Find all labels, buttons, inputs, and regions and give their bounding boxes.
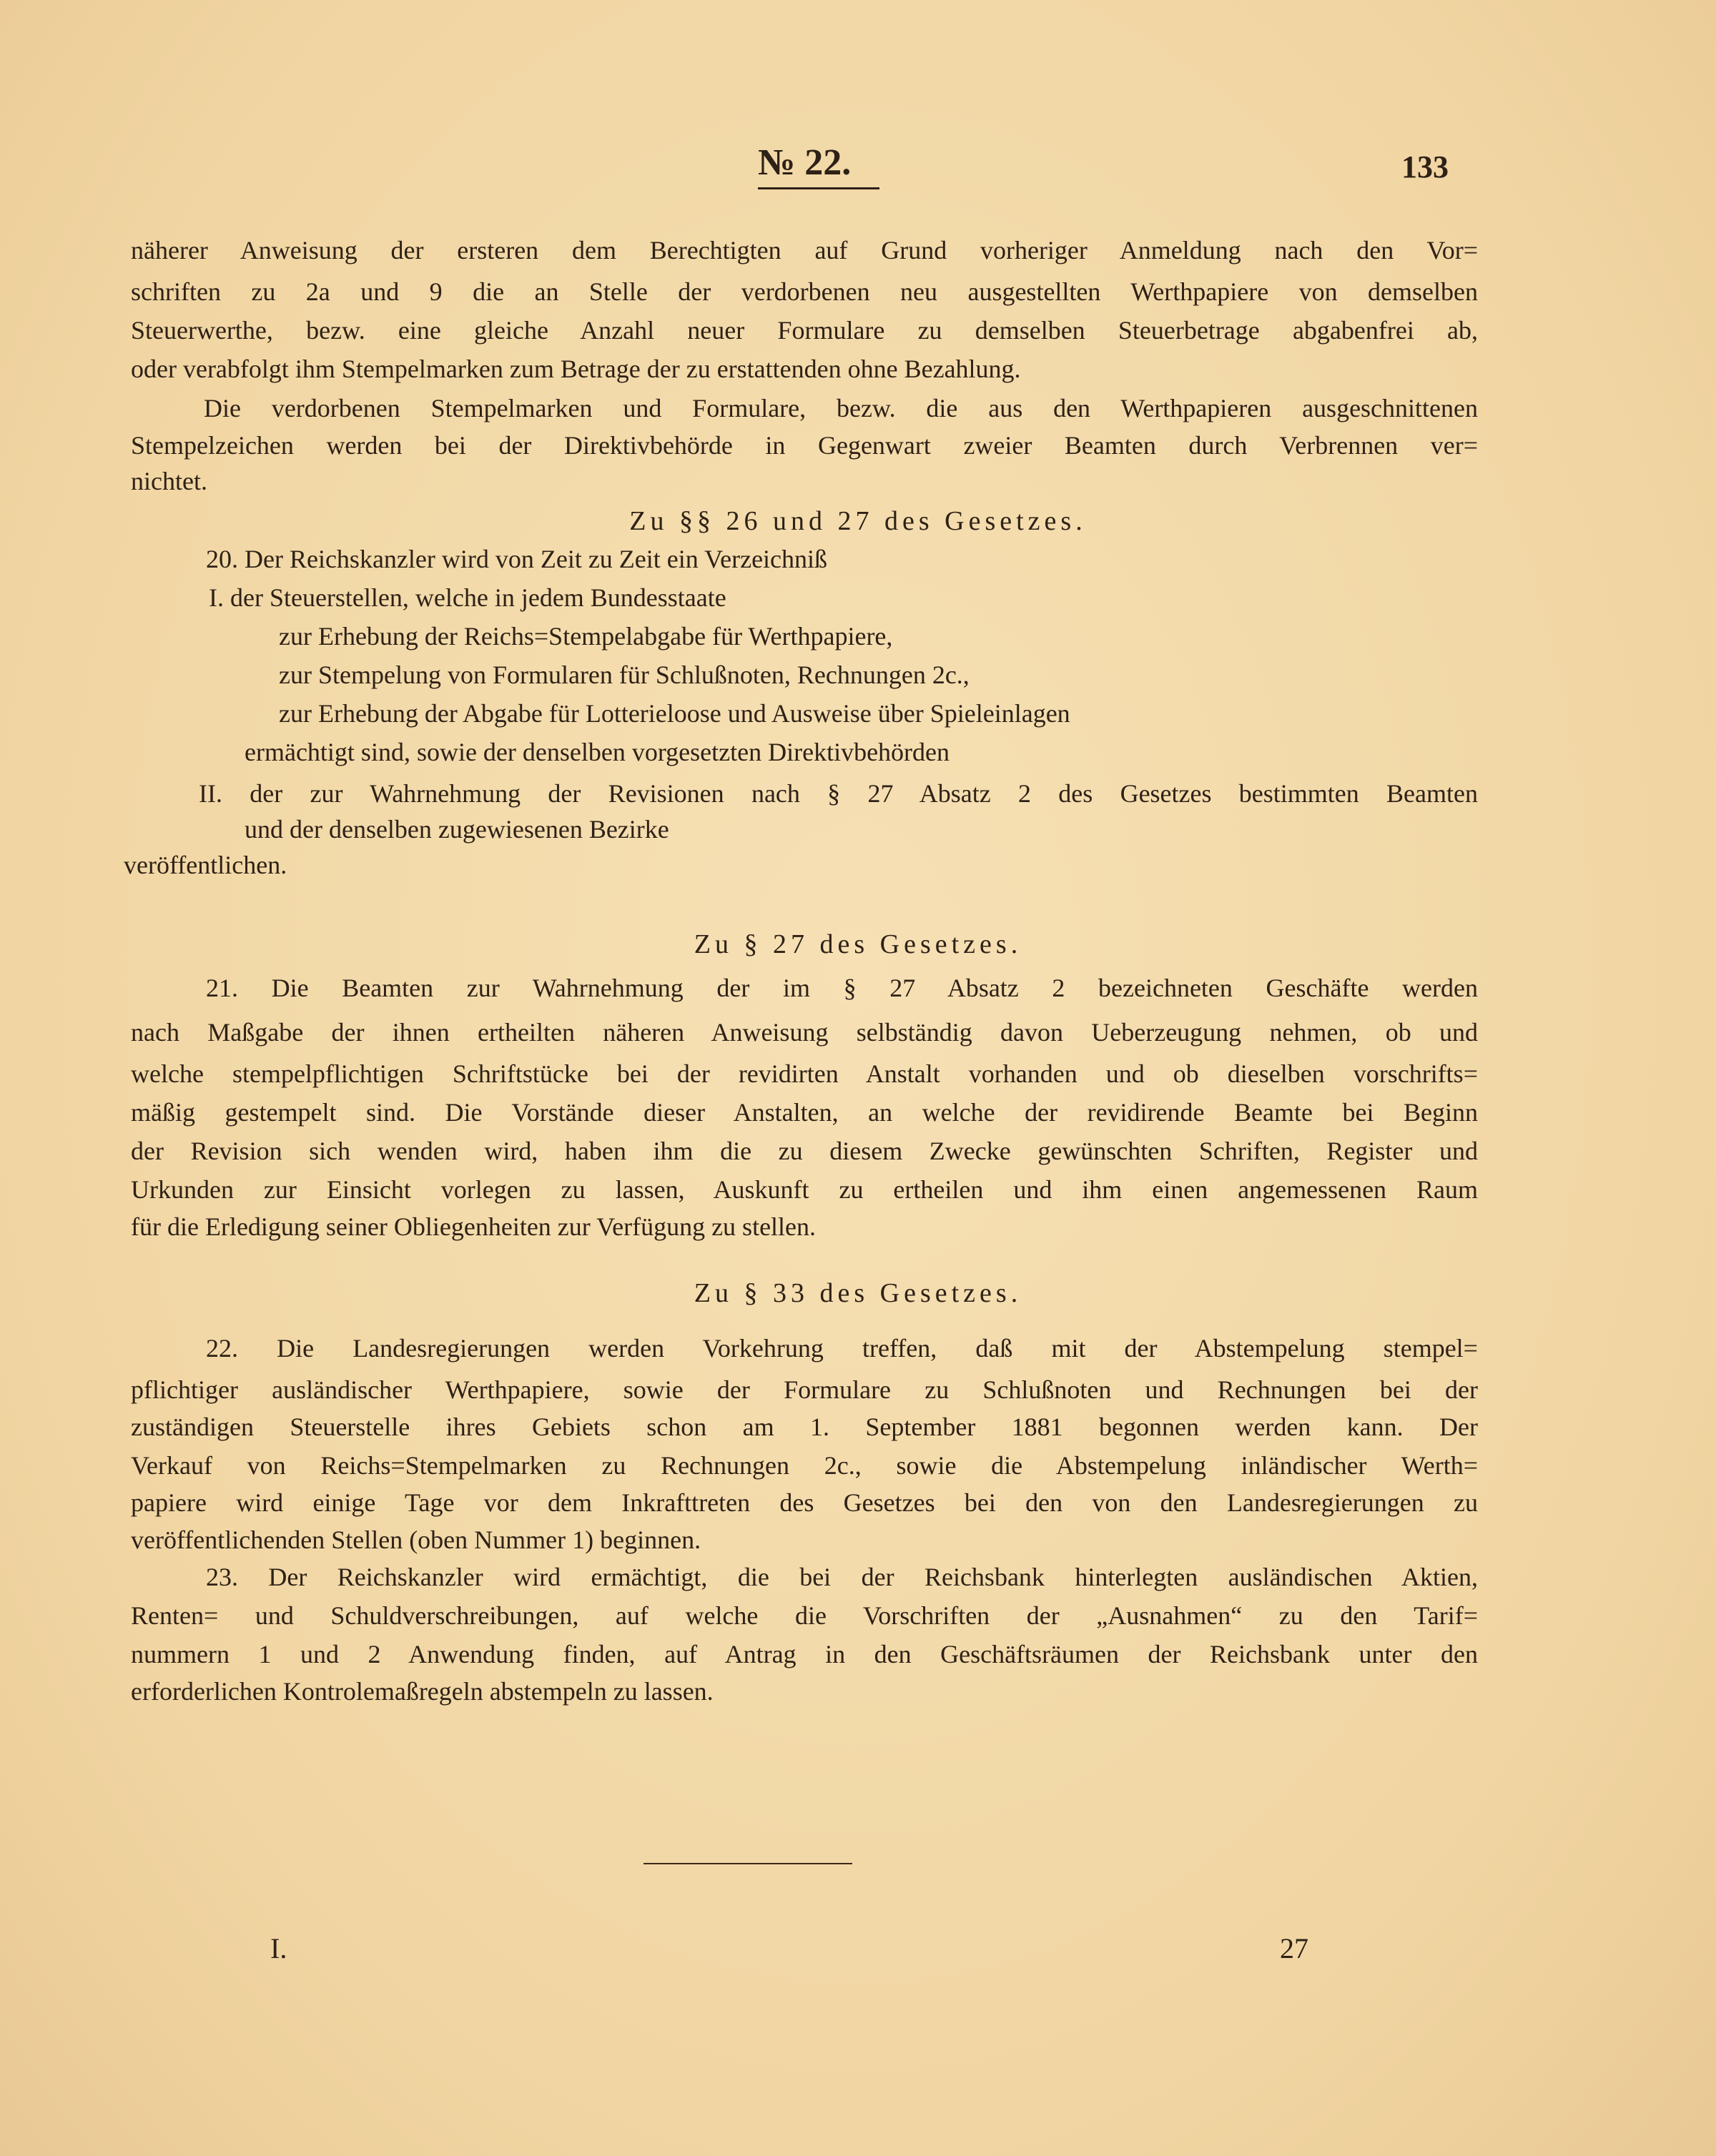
section-heading: Zu § 27 des Gesetzes. [694,929,1022,959]
sheet-number: 27 [1280,1932,1308,1964]
text-line: oder verabfolgt ihm Stempelmarken zum Betrage der zu erstattenden ohne Bezahlung. [131,355,1021,383]
text-line: 22. Die Landesregierungen werden Vorkehrung treffen, daß mit der Abstempelung stempel= [206,1334,1478,1363]
text-line: mäßig gestempelt sind. Die Vorstände dieser Anstalten, an welche der revidirende Beamte bei Beginn [131,1098,1478,1127]
closing-rule [644,1863,852,1864]
text-line: 23. Der Reichskanzler wird ermächtigt, die bei der Reichsbank hinterlegten ausländischen Aktien, [206,1563,1478,1591]
text-line: I. der Steuerstellen, welche in jedem Bundesstaate [209,583,726,612]
text-line: und der denselben zugewiesenen Bezirke [245,815,669,844]
text-line: zur Stempelung von Formularen für Schlußnoten, Rechnungen 2c., [279,661,970,689]
section-heading: Zu § 33 des Gesetzes. [694,1278,1022,1308]
text-line: pflichtiger ausländischer Werthpapiere, sowie der Formulare zu Schlußnoten und Rechnungen bei der [131,1375,1478,1404]
text-line: nichtet. [131,467,207,495]
issue-number: № 22. [758,142,852,183]
text-line: welche stempelpflichtigen Schriftstücke bei der revidirten Anstalt vorhanden und ob dieselben vorschrifts= [131,1059,1478,1088]
issue-number-underline [758,187,879,189]
text-line: näherer Anweisung der ersteren dem Berechtigten auf Grund vorheriger Anmeldung nach den Vor= [131,236,1478,264]
text-line: Steuerwerthe, bezw. eine gleiche Anzahl neuer Formulare zu demselben Steuerbetrage abgabenfrei ab, [131,316,1478,345]
text-line: Renten= und Schuldverschreibungen, auf welche die Vorschriften der „Ausnahmen“ zu den Tarif= [131,1601,1478,1630]
text-line: zur Erhebung der Abgabe für Lotterieloose und Ausweise über Spieleinlagen [279,699,1070,728]
text-line: ermächtigt sind, sowie der denselben vorgesetzten Direktivbehörden [245,738,950,766]
text-line: nummern 1 und 2 Anwendung finden, auf Antrag in den Geschäftsräumen der Reichsbank unter den [131,1640,1478,1668]
text-line: Stempelzeichen werden bei der Direktivbehörde in Gegenwart zweier Beamten durch Verbrennen ver= [131,431,1478,460]
text-line: zur Erhebung der Reichs=Stempelabgabe für Werthpapiere, [279,622,893,651]
text-line: für die Erledigung seiner Obliegenheiten zur Verfügung zu stellen. [131,1212,817,1241]
text-line: der Revision sich wenden wird, haben ihm die zu diesem Zwecke gewünschten Schriften, Register und [131,1137,1478,1165]
text-line: II. der zur Wahrnehmung der Revisionen nach § 27 Absatz 2 des Gesetzes bestimmten Beamten [199,779,1478,808]
section-heading: Zu §§ 26 und 27 des Gesetzes. [629,506,1087,536]
text-line: papiere wird einige Tage vor dem Inkrafttreten des Gesetzes bei den von den Landesregierungen zu [131,1488,1478,1517]
text-line: Verkauf von Reichs=Stempelmarken zu Rechnungen 2c., sowie die Abstempelung inländischer Werth= [131,1451,1478,1480]
text-line: Urkunden zur Einsicht vorlegen zu lassen, Auskunft zu ertheilen und ihm einen angemessenen Raum [131,1175,1478,1204]
text-line: veröffentlichen. [124,851,287,879]
page-number: 133 [1401,149,1449,184]
text-line: nach Maßgabe der ihnen ertheilten näheren Anweisung selbständig davon Ueberzeugung nehmen, ob und [131,1018,1478,1047]
text-line: veröffentlichenden Stellen (oben Nummer 1) beginnen. [131,1525,701,1554]
text-line: schriften zu 2a und 9 die an Stelle der verdorbenen neu ausgestellten Werthpapiere von demselben [131,277,1478,306]
text-line: 20. Der Reichskanzler wird von Zeit zu Zeit ein Verzeichniß [206,545,828,573]
text-line: erforderlichen Kontrolemaßregeln abstempeln zu lassen. [131,1677,714,1706]
signature-mark: I. [270,1932,287,1964]
text-line: Die verdorbenen Stempelmarken und Formulare, bezw. die aus den Werthpapieren ausgeschnittenen [204,394,1478,422]
text-line: zuständigen Steuerstelle ihres Gebiets schon am 1. September 1881 begonnen werden kann. Der [131,1413,1478,1441]
text-line: 21. Die Beamten zur Wahrnehmung der im § 27 Absatz 2 bezeichneten Geschäfte werden [206,974,1478,1002]
